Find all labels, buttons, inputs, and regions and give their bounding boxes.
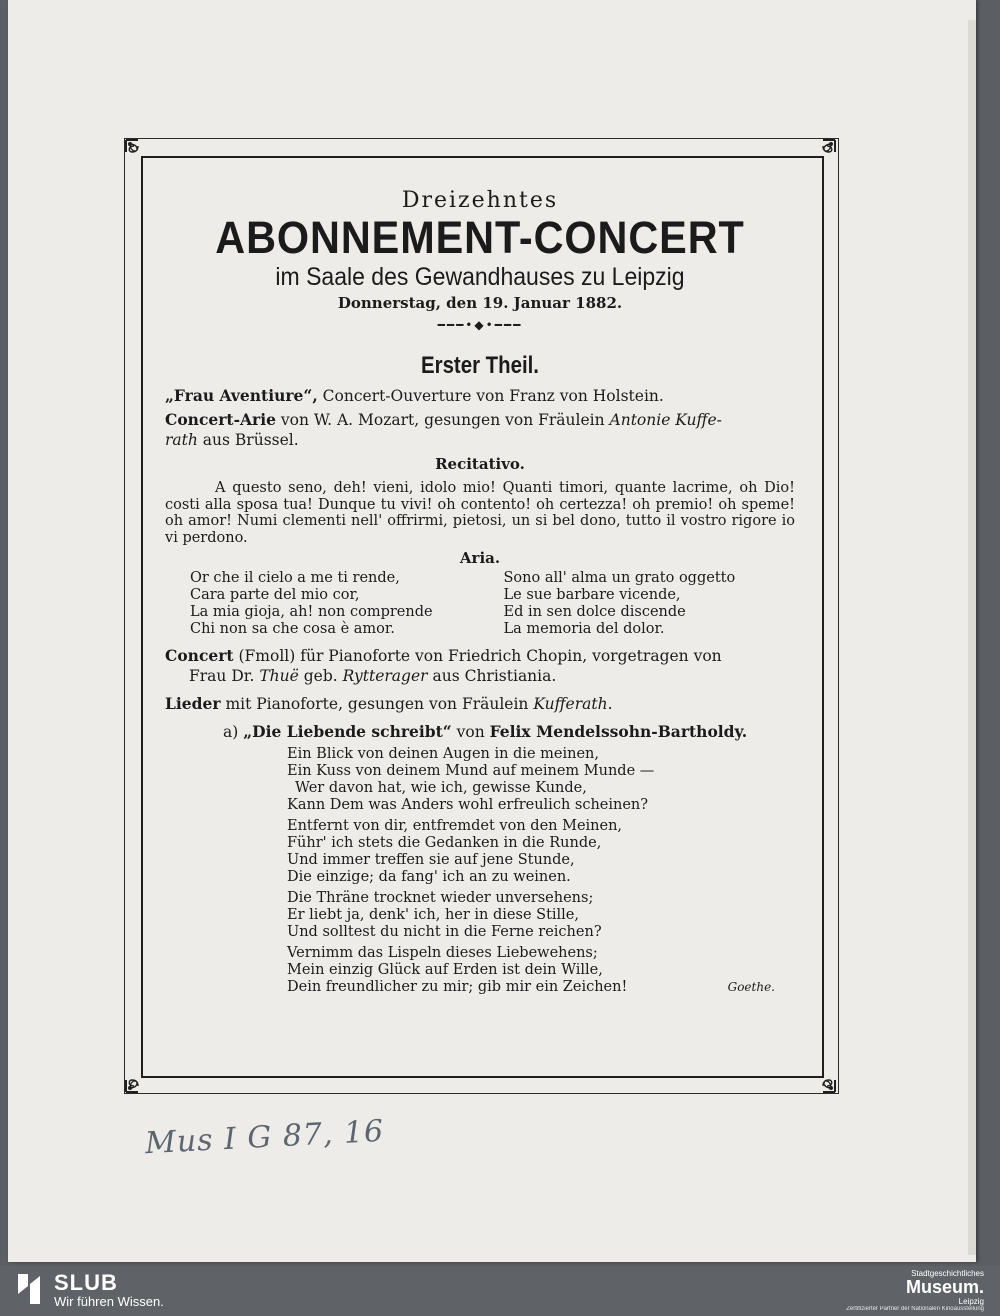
song-title: „Die Liebende schreibt“	[243, 722, 452, 741]
poem-line: Und solltest du nicht in die Ferne reichen?	[287, 924, 602, 940]
divider-ornament-icon: ━━━•◆•━━━	[437, 318, 523, 332]
aria-line: Ed in sen dolce discende	[503, 604, 686, 620]
program-item-aria	[165, 410, 795, 450]
item-text-cont: Frau Dr.	[189, 667, 260, 685]
aria-line: Chi non sa che cosa è amor.	[190, 621, 395, 637]
poem-line: Entfernt von dir, entfremdet von den Meinen,	[287, 818, 623, 834]
poem-stanza-1	[165, 746, 795, 814]
item-text: (Fmoll) für Pianoforte von Friedrich Chopin, vorgetragen von	[233, 647, 722, 665]
poem-line: Und immer treffen sie auf jene Stunde,	[287, 852, 575, 868]
aria-text	[165, 570, 795, 638]
poem-stanza-2	[165, 818, 795, 886]
poem-line: Wer davon hat, wie ich, gewisse Kunde,	[295, 780, 587, 796]
item-text-after: aus Brüssel.	[197, 431, 299, 449]
corner-ornament-icon	[803, 138, 837, 172]
aria-heading: Aria.	[459, 549, 501, 567]
recitativo-text: A questo seno, deh! vieni, idolo mio! Quanti timori, quante lacrime, oh Dio! costi alla sposa tua! Dunque tu vivi! oh contento! oh certezza! oh premio! oh speme! oh amor! Numi clementi nell' offrirmi, pietosi, un si bel dono, tutto il vostro rigore io vi perdono.	[165, 480, 795, 546]
song-composer: Felix Mendelssohn-Bartholdy.	[489, 722, 748, 741]
program-item-overture	[165, 386, 795, 406]
handwritten-shelfmark: Mus I G 87, 16	[144, 1113, 386, 1162]
song-by: von	[451, 723, 490, 741]
item-title: Lieder	[165, 694, 221, 713]
aria-line: Le sue barbare vicende,	[503, 587, 681, 603]
aria-column-right	[482, 570, 796, 638]
item-title: Concert	[165, 646, 234, 665]
item-title: Concert-Arie	[165, 410, 276, 429]
singer-name-cont: rath	[165, 431, 198, 449]
aria-column-left	[165, 570, 482, 638]
aria-line: Or che il cielo a me ti rende,	[190, 570, 400, 586]
museum-city: Leipzig	[958, 1297, 984, 1306]
part-heading: Erster Theil.	[421, 352, 539, 379]
item-text: Concert-Ouverture von Franz von Holstein.	[317, 387, 664, 405]
page-title: ABONNEMENT-CONCERT	[215, 212, 745, 263]
poem-line: Kann Dem was Anders wohl erfreulich scheinen?	[287, 797, 649, 813]
item-text: mit Pianoforte, gesungen von Fräulein	[220, 695, 534, 713]
performer-maiden-name: Rytterager	[342, 667, 428, 685]
corner-ornament-icon	[803, 1060, 837, 1094]
poem-stanza-4	[165, 945, 795, 996]
singer-name: Kufferath	[533, 695, 608, 713]
aria-line: La memoria del dolor.	[503, 621, 665, 637]
museum-note: Zertifizierter Partner der Nationalen Kinoausstellung	[846, 1306, 984, 1312]
corner-ornament-icon	[124, 1060, 158, 1094]
program-item-concerto	[165, 646, 795, 686]
poem-stanza-3	[165, 890, 795, 941]
slub-logo-icon	[14, 1272, 44, 1306]
poem-line: Die einzige; da fang' ich an zu weinen.	[287, 869, 571, 885]
poem-line: Vernimm das Lispeln dieses Liebewehens;	[287, 945, 598, 961]
item-text-cont: aus Christiania.	[427, 667, 557, 685]
slub-tagline: Wir führen Wissen.	[54, 1294, 164, 1309]
aria-line: La mia gioja, ah! non comprende	[190, 604, 433, 620]
footer-bar	[0, 1266, 1000, 1316]
page-edge	[968, 20, 976, 1255]
recitativo-heading: Recitativo.	[435, 455, 525, 473]
concert-number: Dreizehntes	[401, 188, 559, 213]
song-a	[165, 722, 795, 742]
poem-line: Er liebt ja, denk' ich, her in diese Stille,	[287, 907, 579, 923]
performer-name: Thuë	[259, 667, 299, 685]
item-text-after: .	[607, 695, 613, 713]
poet-name: Goethe.	[727, 980, 775, 994]
poem-line: Die Thräne trocknet wieder unversehens;	[287, 890, 594, 906]
poem-line: Mein einzig Glück auf Erden ist dein Wille,	[287, 962, 603, 978]
poem-line: Führ' ich stets die Gedanken in die Runde,	[287, 835, 602, 851]
item-text-cont: geb.	[298, 667, 343, 685]
singer-name: Antonie Kuffe-	[609, 411, 722, 429]
poem-line: Ein Blick von deinen Augen in die meinen,	[287, 746, 600, 762]
concert-date: Donnerstag, den 19. Januar 1882.	[337, 294, 623, 312]
museum-name: Museum.	[905, 1277, 984, 1297]
program-item-lieder	[165, 694, 795, 714]
aria-line: Cara parte del mio cor,	[190, 587, 360, 603]
item-text: von W. A. Mozart, gesungen von Fräulein	[275, 411, 610, 429]
poem-line: Ein Kuss von deinem Mund auf meinem Munde —	[287, 763, 655, 779]
corner-ornament-icon	[124, 138, 158, 172]
item-title: „Frau Aventiure“,	[165, 386, 318, 405]
song-label: a)	[223, 723, 244, 741]
aria-line: Sono all' alma un grato oggetto	[503, 570, 736, 586]
venue: im Saale des Gewandhauses zu Leipzig	[275, 263, 685, 291]
slub-name: SLUB	[54, 1270, 118, 1295]
poem-line: Dein freundlicher zu mir; gib mir ein Zeichen!	[287, 979, 628, 995]
museum-label: Stadtgeschichtliches	[911, 1269, 984, 1278]
program-content	[165, 188, 795, 996]
